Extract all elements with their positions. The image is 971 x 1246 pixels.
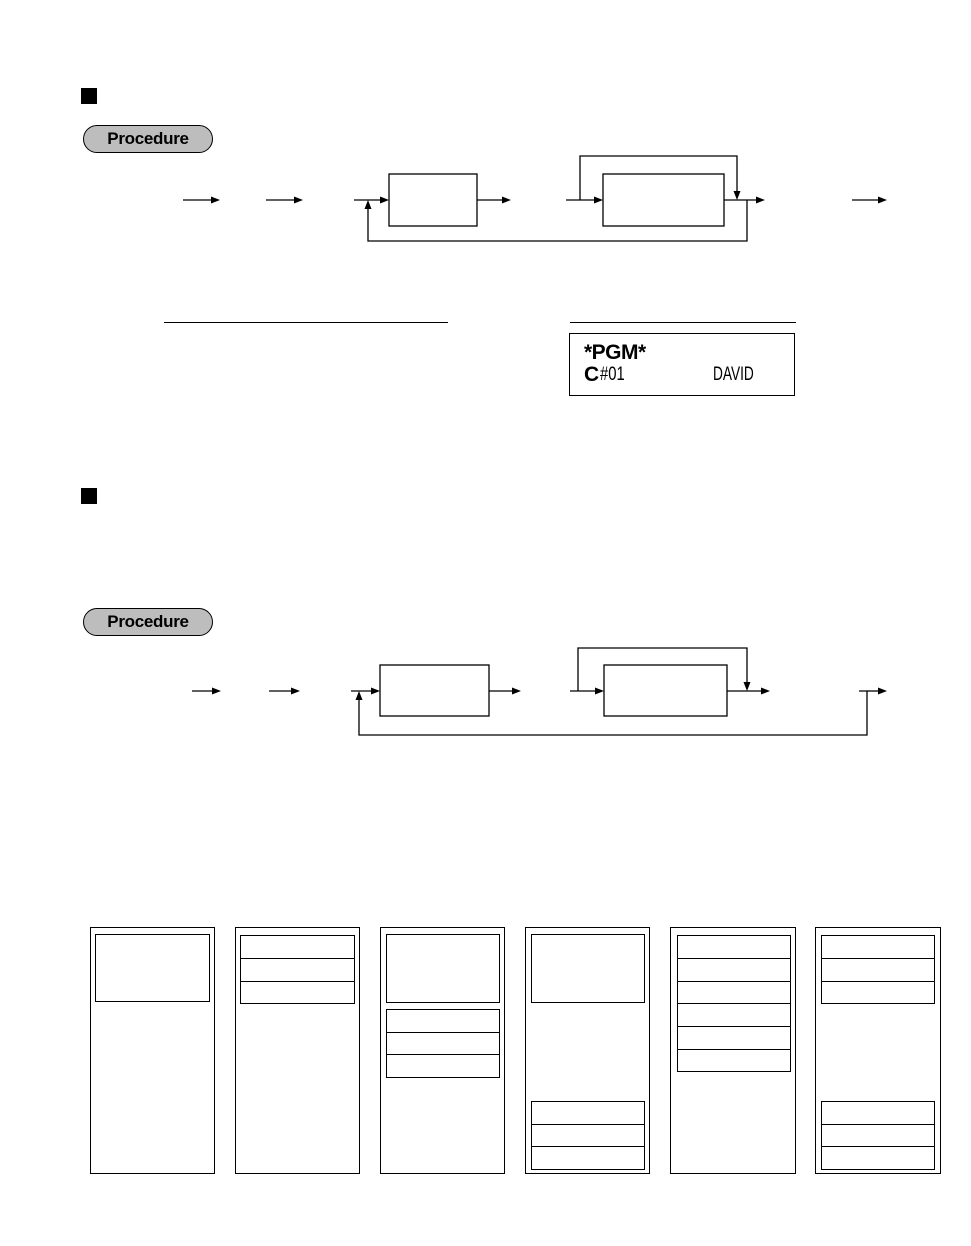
arrowhead2-4 [512,688,521,695]
arrowhead2-loop-top [744,682,751,691]
flow2-box-2 [604,665,727,716]
display-line-2-prefix: C [584,363,600,386]
layout-5-line-6 [677,1049,791,1072]
layout-2-line-3 [240,981,355,1004]
layout-5-line-5 [677,1026,791,1050]
arrowhead2-6 [761,688,770,695]
layout-4-line-1 [531,1101,645,1125]
display-line-1: *PGM* [584,341,646,364]
flow2-box-1 [380,665,489,716]
layout-4-logo-area [531,934,645,1003]
layout-1-logo-area [95,934,210,1002]
layout-column-1 [90,927,215,1174]
layout-2-line-1 [240,935,355,959]
arrowhead2-1 [212,688,221,695]
arrowhead2-loop-bottom [356,691,363,700]
display-cashier-name: DAVID [713,364,754,385]
layout-6-line-2 [821,958,935,982]
layout-6-line-4 [821,1101,935,1125]
layout-column-3 [380,927,505,1174]
procedure-label-1: Procedure [107,129,189,148]
display-line-2-number: #01 [600,364,625,385]
arrowhead2-3 [371,688,380,695]
layout-3-logo-area [386,934,500,1003]
layout-column-5 [670,927,796,1174]
layout-5-line-3 [677,981,791,1004]
layout-2-line-2 [240,958,355,982]
layout-4-line-2 [531,1124,645,1147]
layout-column-2 [235,927,360,1174]
layout-3-line-2 [386,1032,500,1055]
layout-6-line-6 [821,1146,935,1170]
arrowhead2-2 [291,688,300,695]
layout-3-line-3 [386,1054,500,1078]
layout-5-line-2 [677,958,791,982]
arrowhead2-7 [878,688,887,695]
layout-6-line-5 [821,1124,935,1147]
layout-5-line-1 [677,935,791,959]
layout-6-line-1 [821,935,935,959]
layout-6-line-3 [821,981,935,1004]
layout-3-line-1 [386,1009,500,1033]
procedure-label-2: Procedure [107,612,189,631]
arrowhead2-5 [595,688,604,695]
layout-column-4 [525,927,650,1174]
layout-5-line-4 [677,1003,791,1027]
layout-column-6 [815,927,941,1174]
layout-4-line-3 [531,1146,645,1170]
